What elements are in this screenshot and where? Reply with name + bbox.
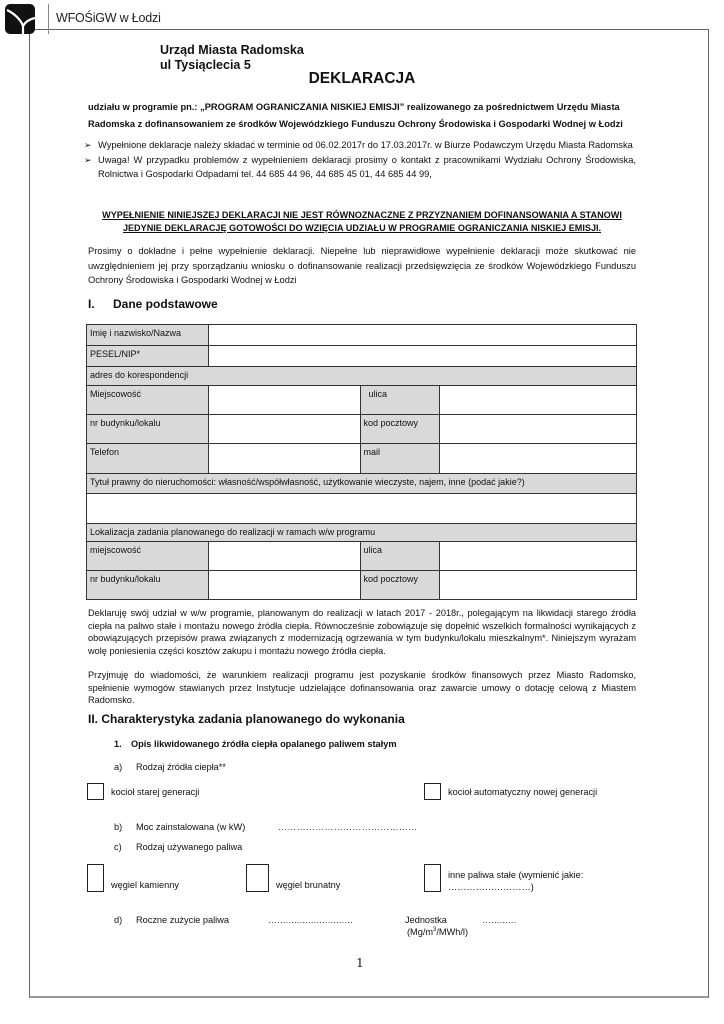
basic-data-form bbox=[86, 324, 637, 600]
mail-field[interactable] bbox=[440, 444, 637, 474]
recipient-line-2: ul Tysiąclecia 5 bbox=[160, 58, 251, 72]
declaration-paragraph: Deklaruję swój udział w w/w programie, planowanym do realizacji w latach 2017 - 2018r., polegającym na likwidacji starego źródła ciepła na paliwo stałe i montażu nowego źródła ciepła. Równocześnie zobowiązuje się dopełnić wszelkich formalności wynikających z obowiązujących przepisów prawa związanych z modernizacją ogrzewania w tym budynku/lokalu mieszkalnym*. Niniejszym wyrażam wolę poniesienia części kosztów zakupu i montażu nowego źródła ciepła. bbox=[88, 608, 636, 656]
subsection-1-number: 1. bbox=[114, 739, 122, 749]
city-field[interactable] bbox=[208, 386, 360, 415]
unit-hint-pre: (Mg/m bbox=[407, 927, 434, 938]
unit-hint-post: /MWh/l) bbox=[436, 927, 469, 938]
bullet-text: Uwaga! W przypadku problemów z wypełnieniem deklaracji prosimy o kontakt z pracownikami Wydziału Ochrony Środowiska, Rolnictwa i Gospodarki Odpadami tel. 44 685 44 96, 44 685 45 01, 44 685 44 99, bbox=[98, 154, 636, 179]
unit-label: Jednostka bbox=[405, 915, 447, 925]
building-field[interactable] bbox=[208, 415, 360, 444]
unit-hint-sup: 3 bbox=[433, 927, 437, 933]
mail-label: mail bbox=[360, 444, 440, 474]
installed-power-input[interactable]: ……………………………………… bbox=[278, 822, 418, 832]
recipient-address bbox=[160, 43, 304, 73]
item-d-letter: d) bbox=[114, 915, 123, 925]
new-automatic-boiler-label: kocioł automatyczny nowej generacji bbox=[448, 787, 598, 797]
intro-paragraph: udziału w programie pn.: „PROGRAM OGRANICZANIA NISKIEJ EMISJI” realizowanego za pośrednictwem Urzędu Miasta Radomska z dofinansowaniem ze środków Wojewódzkiego Funduszu Ochrony Środowiska i Gospodarki Wodnej w Łodzi bbox=[88, 102, 623, 129]
section-1-number: I. bbox=[88, 297, 95, 311]
notice-line-1: WYPEŁNIENIE NINIEJSZEJ DEKLARACJI NIE JEST RÓWNOZNACZNE Z PRZYZNANIEM DOFINANSOWANIA A STANOWI bbox=[102, 210, 622, 220]
subsection-1-title: Opis likwidowanego źródła ciepła opalanego paliwem stałym bbox=[131, 739, 397, 749]
legal-title-field[interactable] bbox=[87, 494, 637, 524]
street-field[interactable] bbox=[440, 386, 637, 415]
bullet-deadline bbox=[84, 138, 636, 153]
name-label: Imię i nazwisko/Nazwa bbox=[87, 325, 209, 346]
instructions-paragraph: Prosimy o dokładne i pełne wypełnienie deklaracji. Niepełne lub nieprawidłowe wypełnienie deklaracji może skutkować nie uwzględnieniem jej przy sporządzaniu wniosku o dofinansowanie realizacji przedsięwzięcia ze środków Wojewódzkiego Funduszu Ochrony Środowiska i Gospodarki Wodnej w Łodzi bbox=[88, 246, 636, 285]
page-number-text: 1 bbox=[356, 956, 364, 970]
hard-coal-label: węgiel kamienny bbox=[111, 880, 179, 890]
info-bullets bbox=[84, 138, 636, 182]
acknowledgement-paragraph: Przyjmuję do wiadomości, że warunkiem realizacji programu jest pozyskanie środków finansowych przez Miasto Radomsko, spełnienie wymogów stawianych przez Instytucje udzielające dofinansowania oraz zawarcie umowy o dotację celową z Miastem Radomsko. bbox=[88, 670, 636, 705]
annual-fuel-use-input[interactable]: …........................... bbox=[268, 915, 353, 925]
other-fuel-label bbox=[448, 869, 583, 893]
bullet-contact bbox=[84, 153, 636, 182]
section-1-title: Dane podstawowe bbox=[113, 297, 218, 311]
bullet-text: Wypełnione deklaracje należy składać w terminie od 06.02.2017r do 17.03.2017r. w Biurze Podawczym Urzędu Miasta Radomska bbox=[98, 140, 633, 150]
loc-building-label: nr budynku/lokalu bbox=[87, 571, 209, 600]
name-field[interactable] bbox=[208, 325, 636, 346]
loc-postal-field[interactable] bbox=[440, 571, 637, 600]
city-label: Miejscowość bbox=[87, 386, 209, 415]
postal-field[interactable] bbox=[440, 415, 637, 444]
new-automatic-boiler-checkbox[interactable] bbox=[424, 783, 441, 800]
lignite-label: węgiel brunatny bbox=[276, 880, 341, 890]
hard-coal-checkbox[interactable] bbox=[87, 864, 104, 892]
section-1-heading bbox=[88, 297, 218, 311]
notice-line-2: JEDYNIE DEKLARACJĘ GOTOWOŚCI DO WZIĘCIA UDZIAŁU W PROGRAMIE OGRANICZANIA NISKIEJ EMISJI. bbox=[122, 223, 602, 233]
postal-label: kod pocztowy bbox=[360, 415, 440, 444]
item-b-label: Moc zainstalowana (w kW) bbox=[136, 822, 246, 832]
item-c-label: Rodzaj używanego paliwa bbox=[136, 842, 243, 852]
loc-street-label: ulica bbox=[360, 542, 440, 571]
address-header: adres do korespondencji bbox=[87, 367, 637, 386]
item-c-letter: c) bbox=[114, 842, 122, 852]
lignite-checkbox[interactable] bbox=[246, 864, 269, 892]
loc-postal-label: kod pocztowy bbox=[360, 571, 440, 600]
arrow-bullet-icon: ➢ bbox=[84, 140, 92, 150]
subsection-1-heading bbox=[114, 739, 396, 749]
page-number bbox=[0, 956, 724, 970]
other-fuel-label-line-1: inne paliwa stałe (wymienić jakie: bbox=[448, 870, 584, 880]
item-b-installed-power bbox=[114, 822, 245, 832]
notice-banner bbox=[88, 209, 636, 235]
old-boiler-checkbox[interactable] bbox=[87, 783, 104, 800]
document-title bbox=[0, 70, 724, 88]
item-a-label: Rodzaj źródła ciepła** bbox=[136, 762, 226, 772]
loc-street-field[interactable] bbox=[440, 542, 637, 571]
item-c-fuel-type bbox=[114, 842, 242, 852]
other-fuel-checkbox[interactable] bbox=[424, 864, 441, 892]
logo-separator bbox=[48, 4, 49, 34]
section-2-heading: II. Charakterystyka zadania planowanego do wykonania bbox=[88, 712, 405, 726]
other-fuel-input[interactable]: ………………………) bbox=[448, 882, 534, 892]
wfosigw-logo-icon bbox=[5, 4, 35, 34]
phone-label: Telefon bbox=[87, 444, 209, 474]
document-title-text: DEKLARACJA bbox=[308, 70, 416, 87]
phone-field[interactable] bbox=[208, 444, 360, 474]
item-a-letter: a) bbox=[114, 762, 123, 772]
old-boiler-label: kocioł starej generacji bbox=[111, 787, 200, 797]
street-label: ulica bbox=[360, 386, 440, 415]
loc-city-field[interactable] bbox=[208, 542, 360, 571]
item-d-annual-fuel-use bbox=[114, 915, 229, 925]
building-label: nr budynku/lokalu bbox=[87, 415, 209, 444]
pesel-field[interactable] bbox=[208, 346, 636, 367]
unit-input[interactable]: …......... bbox=[482, 915, 517, 925]
unit-hint bbox=[407, 927, 468, 937]
item-a-heat-source-type bbox=[114, 762, 226, 772]
organization-name: WFOŚiGW w Łodzi bbox=[56, 11, 161, 25]
item-b-letter: b) bbox=[114, 822, 123, 832]
loc-building-field[interactable] bbox=[208, 571, 360, 600]
item-d-label: Roczne zużycie paliwa bbox=[136, 915, 229, 925]
recipient-line-1: Urząd Miasta Radomska bbox=[160, 43, 304, 57]
location-header: Lokalizacja zadania planowanego do realizacji w ramach w/w programu bbox=[87, 524, 637, 542]
loc-city-label: miejscowość bbox=[87, 542, 209, 571]
arrow-bullet-icon: ➢ bbox=[84, 154, 92, 165]
pesel-label: PESEL/NIP* bbox=[87, 346, 209, 367]
legal-title-label: Tytuł prawny do nieruchomości: własność/współwłasność, użytkowanie wieczyste, najem, inne (podać jakie?) bbox=[87, 474, 637, 494]
